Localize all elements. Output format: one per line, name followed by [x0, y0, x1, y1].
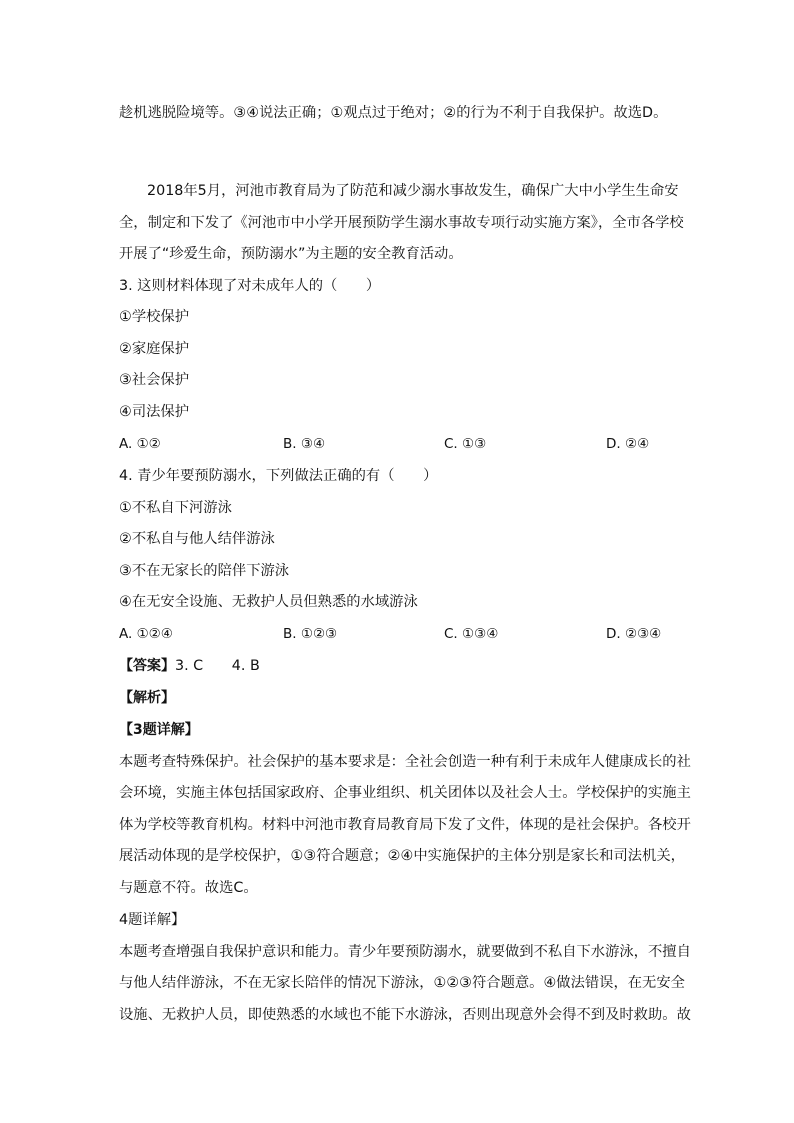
q3-detail-line-4: 展活动体现的是学校保护，①③符合题意；②④中实施保护的主体分别是家长和司法机关，	[119, 848, 685, 864]
q3-stem: 3. 这则材料体现了对未成年人的（ ）	[119, 278, 381, 294]
q4-detail-line-2: 与他人结伴游泳，不在无家长陪伴的情况下游泳，①②③符合题意。④做法错误，在无安全	[119, 975, 685, 991]
q4-detail-line-1: 本题考查增强自我保护意识和能力。青少年要预防溺水，就要做到不私自下水游泳，不擅自	[119, 944, 691, 960]
q3-option-d: D. ②④	[606, 436, 650, 452]
q3-item-2: ②家庭保护	[119, 341, 190, 357]
q3-option-c: C. ①③	[444, 436, 487, 452]
q3-option-b: B. ③④	[283, 436, 326, 452]
material-line-2: 全，制定和下发了《河池市中小学开展预防学生溺水事故专项行动实施方案》，全市各学校	[119, 215, 684, 231]
q4-option-d: D. ②③④	[606, 626, 662, 642]
q4-item-1: ①不私自下河游泳	[119, 500, 232, 516]
q3-detail-line-2: 会环境，实施主体包括国家政府、企事业组织、机关团体以及社会人士。学校保护的实施主	[119, 785, 691, 801]
q3-detail-label: 【3题详解】	[119, 722, 199, 738]
q3-detail-line-1: 本题考查特殊保护。社会保护的基本要求是：全社会创造一种有利于未成年人健康成长的社	[119, 754, 691, 770]
q3-item-3: ③社会保护	[119, 372, 190, 388]
q4-option-c: C. ①③④	[444, 626, 499, 642]
q3-detail-line-5: 与题意不符。故选C。	[119, 880, 258, 896]
q4-item-3: ③不在无家长的陪伴下游泳	[119, 563, 290, 579]
q4-item-4: ④在无安全设施、无救护人员但熟悉的水域游泳	[119, 594, 418, 610]
q3-item-1: ①学校保护	[119, 309, 190, 325]
material-line-1: 2018年5月，河池市教育局为了防范和减少溺水事故发生，确保广大中小学生生命安	[147, 183, 679, 199]
analysis-label: 【解析】	[119, 690, 175, 706]
q3-option-a: A. ①②	[119, 436, 161, 452]
material-line-3: 开展了“珍爱生命，预防溺水”为主题的安全教育活动。	[119, 246, 463, 262]
q4-option-b: B. ①②③	[283, 626, 338, 642]
q4-detail-label: 4题详解】	[119, 912, 186, 928]
q4-detail-line-3: 设施、无救护人员，即使熟悉的水域也不能下水游泳，否则出现意外会得不到及时救助。故	[119, 1007, 691, 1023]
q3-item-4: ④司法保护	[119, 404, 190, 420]
q3-detail-line-3: 体为学校等教育机构。材料中河池市教育局教育局下发了文件，体现的是社会保护。各校开	[119, 817, 691, 833]
q4-item-2: ②不私自与他人结伴游泳	[119, 531, 275, 547]
q4-stem: 4. 青少年要预防溺水，下列做法正确的有（ ）	[119, 468, 438, 484]
previous-answer-tail: 趁机逃脱险境等。③④说法正确；①观点过于绝对；②的行为不利于自我保护。故选D。	[119, 105, 668, 121]
q4-option-a: A. ①②④	[119, 626, 173, 642]
answer-label: 【答案】	[119, 658, 175, 674]
answer-line	[119, 656, 260, 676]
answer-value: 3. C 4. B	[175, 658, 260, 674]
